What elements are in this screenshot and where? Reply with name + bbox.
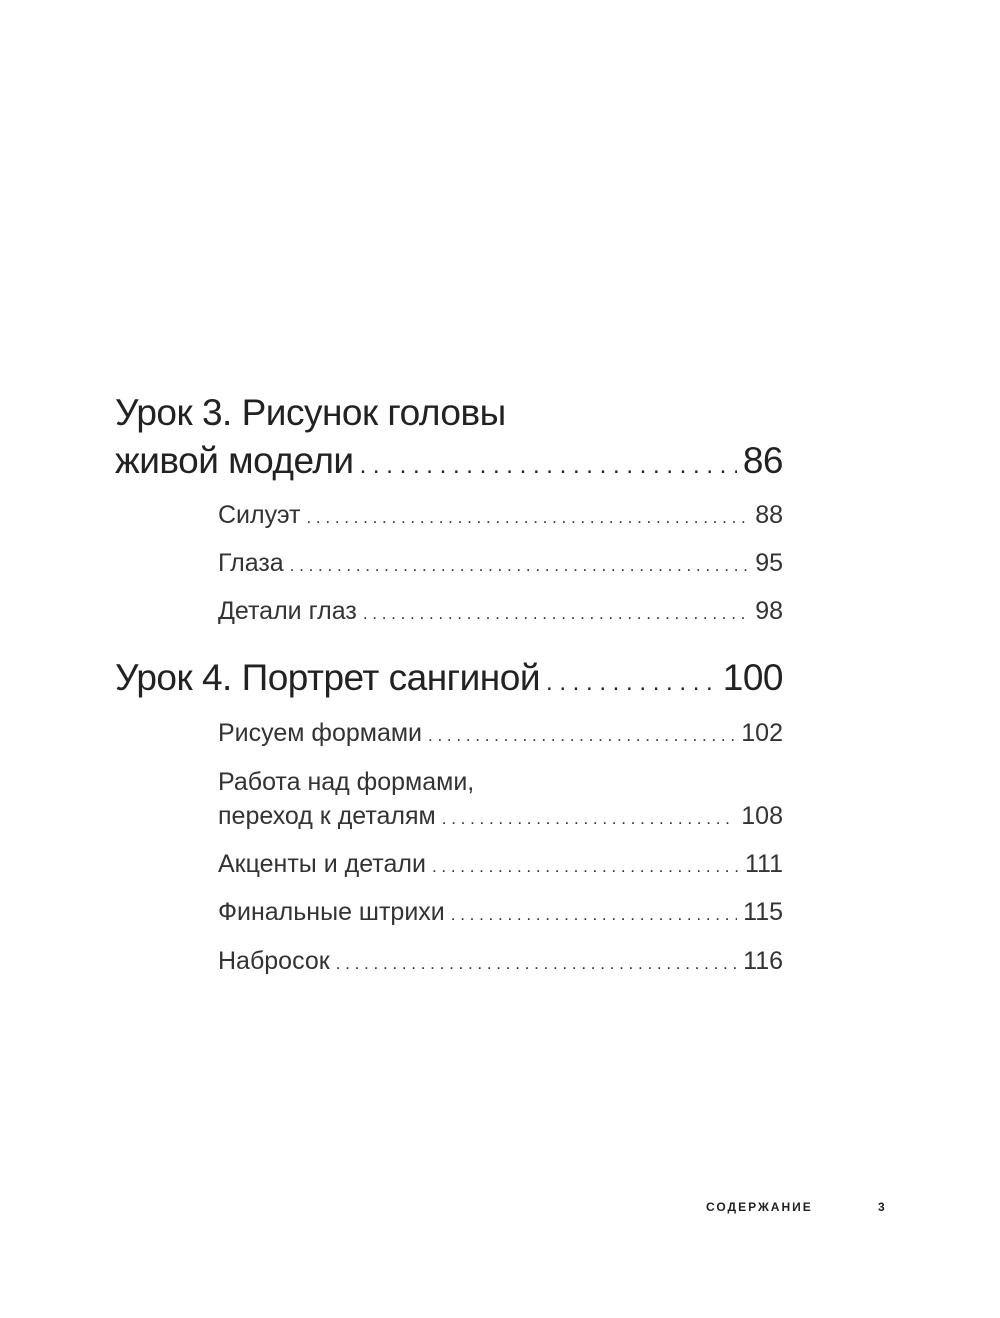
lesson-3-title-line-2: живой модели — [115, 440, 354, 481]
dot-leader — [432, 850, 739, 879]
page-number: 3 — [878, 1200, 885, 1214]
toc-entry-label: Силуэт — [218, 501, 301, 529]
toc-entry-page: 116 — [743, 947, 783, 975]
toc-entry[interactable] — [218, 850, 783, 879]
dot-leader — [306, 501, 749, 530]
toc-entry-page: 115 — [743, 898, 783, 926]
toc-entry[interactable] — [218, 802, 783, 831]
lesson-4-entry[interactable] — [115, 657, 783, 699]
toc-entry[interactable] — [218, 947, 783, 976]
toc-entry-label-line-1: Работа над формами, — [218, 768, 475, 796]
dot-leader — [363, 597, 749, 626]
toc-entry-label: Глаза — [218, 549, 284, 577]
dot-leader — [290, 549, 749, 578]
toc-entry-page: 102 — [741, 719, 783, 747]
running-footer-title: СОДЕРЖАНИЕ — [706, 1200, 813, 1214]
toc-entry-page: 111 — [744, 850, 783, 878]
dot-leader — [360, 440, 737, 482]
lesson-3-title-line-1: Урок 3. Рисунок головы — [115, 392, 506, 433]
toc-entry[interactable] — [218, 597, 783, 626]
toc-entry-page: 108 — [741, 802, 783, 830]
dot-leader — [546, 657, 717, 699]
toc-entry-label: переход к деталям — [218, 802, 436, 830]
toc-entry[interactable] — [218, 501, 783, 530]
toc-entry-label: Финальные штрихи — [218, 898, 445, 926]
dot-leader — [428, 719, 735, 748]
toc-entry-label: Рисуем формами — [218, 719, 423, 747]
toc-entry-label: Акценты и детали — [218, 850, 426, 878]
toc-entry-page: 98 — [755, 597, 783, 625]
dot-leader — [442, 802, 736, 831]
toc-entry[interactable] — [218, 898, 783, 927]
lesson-4-page: 100 — [722, 657, 783, 698]
toc-entry-label: Набросок — [218, 947, 330, 975]
toc-entry[interactable] — [218, 719, 783, 748]
lesson-3-entry[interactable] — [115, 440, 783, 482]
lesson-3-page: 86 — [742, 440, 783, 481]
dot-leader — [451, 898, 737, 927]
dot-leader — [336, 947, 737, 976]
toc-entry-page: 95 — [755, 549, 783, 577]
toc-entry[interactable] — [218, 549, 783, 578]
toc-entry-page: 88 — [755, 501, 783, 529]
toc-entry-label: Детали глаз — [218, 597, 357, 625]
lesson-4-title: Урок 4. Портрет сангиной — [115, 657, 540, 698]
